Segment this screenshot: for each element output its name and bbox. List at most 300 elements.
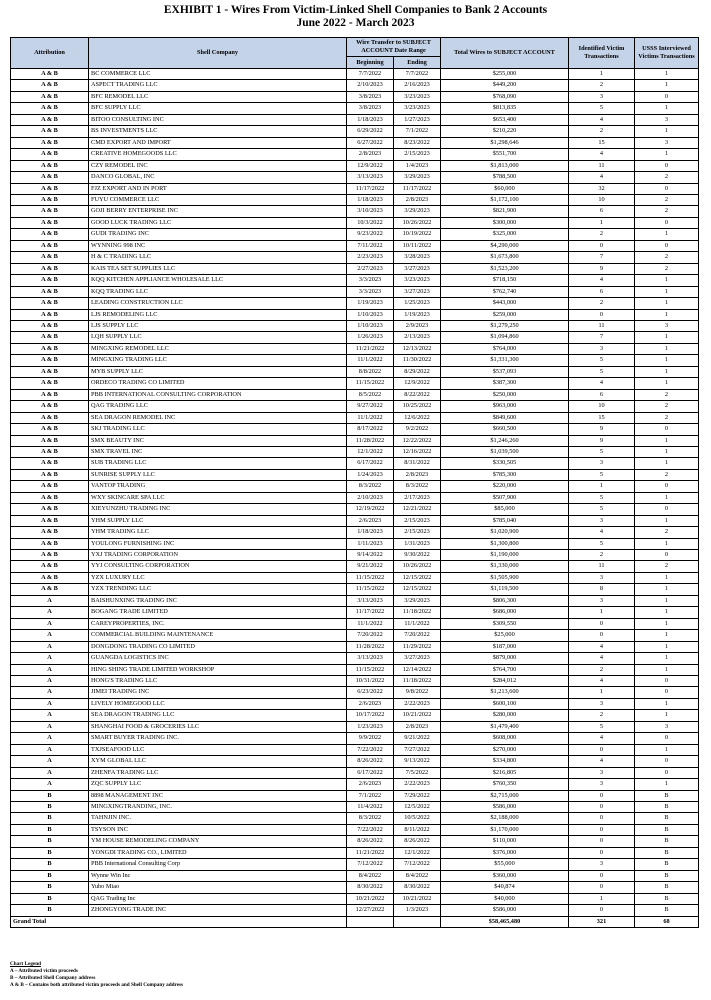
table-row	[11, 618, 699, 629]
beginning-date-cell: 1/26/2023	[347, 332, 394, 343]
shell-company-cell: FUYU COMMERCE LLC	[89, 194, 347, 205]
usss-interviewed-cell: B	[635, 824, 699, 835]
beginning-date-cell: 3/13/2023	[347, 172, 394, 183]
identified-victims-cell: 0	[569, 824, 635, 835]
table-row	[11, 905, 699, 916]
usss-interviewed-cell: B	[635, 802, 699, 813]
usss-interviewed-cell: 1	[635, 698, 699, 709]
table-row	[11, 469, 699, 480]
shell-company-cell: CREATIVE HOMEGOODS LLC	[89, 149, 347, 160]
shell-company-cell: CAREYPROPERTIES, INC.	[89, 618, 347, 629]
identified-victims-cell: 1	[569, 69, 635, 80]
identified-victims-cell: 3	[569, 698, 635, 709]
usss-interviewed-cell: 2	[635, 252, 699, 263]
attribution-cell: A & B	[11, 309, 89, 320]
table-row	[11, 183, 699, 194]
attribution-cell: A & B	[11, 538, 89, 549]
shell-company-cell: PBB INTERNATIONAL CONSULTING CORPORATION	[89, 389, 347, 400]
table-row	[11, 847, 699, 858]
header-date-range: Wire Transfer to SUBJECT ACCOUNT Date Range	[347, 38, 441, 57]
wires-table	[10, 37, 699, 928]
total-wires-cell: $2,715,000	[441, 790, 569, 801]
ending-date-cell: 11/18/2022	[394, 607, 441, 618]
beginning-date-cell: 1/18/2023	[347, 114, 394, 125]
shell-company-cell: SEA DRAGON REMODEL INC	[89, 412, 347, 423]
ending-date-cell: 11/1/2022	[394, 618, 441, 629]
usss-interviewed-cell: B	[635, 790, 699, 801]
attribution-cell: A & B	[11, 217, 89, 228]
usss-interviewed-cell: 1	[635, 69, 699, 80]
usss-interviewed-cell: 0	[635, 240, 699, 251]
beginning-date-cell: 8/4/2022	[347, 870, 394, 881]
beginning-date-cell: 12/27/2022	[347, 905, 394, 916]
attribution-cell: A & B	[11, 263, 89, 274]
ending-date-cell: 1/4/2023	[394, 160, 441, 171]
ending-date-cell: 11/30/2022	[394, 355, 441, 366]
total-wires-cell: $760,350	[441, 779, 569, 790]
beginning-date-cell: 10/31/2022	[347, 676, 394, 687]
identified-victims-cell: 15	[569, 137, 635, 148]
shell-company-cell: KAIS TEA SET SUPPLIES LLC	[89, 263, 347, 274]
beginning-date-cell: 6/29/2022	[347, 126, 394, 137]
total-wires-cell: $849,600	[441, 412, 569, 423]
table-row	[11, 206, 699, 217]
identified-victims-cell: 9	[569, 435, 635, 446]
total-wires-cell: $2,188,000	[441, 813, 569, 824]
table-row	[11, 320, 699, 331]
shell-company-cell: YHM TRADING LLC	[89, 527, 347, 538]
shell-company-cell: CZY REMODEL INC	[89, 160, 347, 171]
table-row	[11, 492, 699, 503]
attribution-cell: A & B	[11, 469, 89, 480]
identified-victims-cell: 0	[569, 813, 635, 824]
identified-victims-cell: 11	[569, 561, 635, 572]
attribution-cell: A & B	[11, 378, 89, 389]
identified-victims-cell: 3	[569, 572, 635, 583]
shell-company-cell: ZHENFA TRADING LLC	[89, 767, 347, 778]
ending-date-cell: 10/25/2022	[394, 401, 441, 412]
attribution-cell: A & B	[11, 332, 89, 343]
shell-company-cell: XIEYUNZHU TRADING INC	[89, 504, 347, 515]
identified-victims-cell: 0	[569, 802, 635, 813]
total-wires-cell: $1,190,000	[441, 550, 569, 561]
identified-victims-cell: 5	[569, 492, 635, 503]
total-wires-cell: $764,000	[441, 343, 569, 354]
table-row	[11, 286, 699, 297]
beginning-date-cell: 7/1/2022	[347, 790, 394, 801]
header-total-wires: Total Wires to SUBJECT ACCOUNT	[441, 38, 569, 69]
table-row	[11, 572, 699, 583]
identified-victims-cell: 3	[569, 767, 635, 778]
attribution-cell: A & B	[11, 446, 89, 457]
total-wires-cell: $507,900	[441, 492, 569, 503]
table-row	[11, 653, 699, 664]
header-identified-victims: Identified Victim Transactions	[569, 38, 635, 69]
ending-date-cell: 3/29/2023	[394, 172, 441, 183]
total-wires-cell: $443,000	[441, 298, 569, 309]
ending-date-cell: 12/15/2022	[394, 584, 441, 595]
table-row	[11, 137, 699, 148]
usss-interviewed-cell: B	[635, 813, 699, 824]
shell-company-cell: YHM SUPPLY LLC	[89, 515, 347, 526]
usss-interviewed-cell: 1	[635, 607, 699, 618]
attribution-cell: A & B	[11, 240, 89, 251]
identified-victims-cell: 3	[569, 343, 635, 354]
identified-victims-cell: 6	[569, 206, 635, 217]
shell-company-cell: YM HOUSE REMODELING COMPANY	[89, 836, 347, 847]
identified-victims-cell: 0	[569, 790, 635, 801]
usss-interviewed-cell: 0	[635, 91, 699, 102]
shell-company-cell: GUANGDA LOGISTICS INC	[89, 653, 347, 664]
attribution-cell: A & B	[11, 481, 89, 492]
identified-victims-cell: 3	[569, 515, 635, 526]
table-row	[11, 790, 699, 801]
ending-date-cell: 2/8/2023	[394, 721, 441, 732]
beginning-date-cell: 3/3/2023	[347, 286, 394, 297]
usss-interviewed-cell: 2	[635, 561, 699, 572]
grand-total-victims: 321	[569, 916, 635, 927]
usss-interviewed-cell: 1	[635, 779, 699, 790]
identified-victims-cell: 3	[569, 595, 635, 606]
table-row	[11, 160, 699, 171]
identified-victims-cell: 4	[569, 114, 635, 125]
beginning-date-cell: 2/27/2023	[347, 263, 394, 274]
usss-interviewed-cell: 1	[635, 618, 699, 629]
shell-company-cell: SMX BEAUTY INC	[89, 435, 347, 446]
attribution-cell: A	[11, 733, 89, 744]
shell-company-cell: SMART BUYER TRADING INC.	[89, 733, 347, 744]
ending-date-cell: 11/17/2022	[394, 183, 441, 194]
beginning-date-cell: 7/7/2022	[347, 69, 394, 80]
ending-date-cell: 3/29/2023	[394, 206, 441, 217]
beginning-date-cell: 9/21/2022	[347, 561, 394, 572]
total-wires-cell: $284,012	[441, 676, 569, 687]
identified-victims-cell: 4	[569, 756, 635, 767]
usss-interviewed-cell: 1	[635, 126, 699, 137]
ending-date-cell: 7/5/2022	[394, 767, 441, 778]
table-row	[11, 114, 699, 125]
ending-date-cell: 3/23/2023	[394, 91, 441, 102]
identified-victims-cell: 0	[569, 240, 635, 251]
beginning-date-cell: 8/3/2022	[347, 813, 394, 824]
ending-date-cell: 8/29/2022	[394, 366, 441, 377]
identified-victims-cell: 4	[569, 653, 635, 664]
identified-victims-cell: 2	[569, 298, 635, 309]
table-row	[11, 607, 699, 618]
beginning-date-cell: 7/20/2022	[347, 630, 394, 641]
shell-company-cell: YZX TRENDING LLC	[89, 584, 347, 595]
ending-date-cell: 8/31/2022	[394, 458, 441, 469]
attribution-cell: B	[11, 870, 89, 881]
attribution-cell: A	[11, 618, 89, 629]
total-wires-cell: $537,093	[441, 366, 569, 377]
identified-victims-cell: 0	[569, 882, 635, 893]
ending-date-cell: 2/8/2023	[394, 469, 441, 480]
table-row	[11, 298, 699, 309]
ending-date-cell: 1/3/2023	[394, 905, 441, 916]
header-attribution: Attribution	[11, 38, 89, 69]
ending-date-cell: 2/16/2023	[394, 80, 441, 91]
table-row	[11, 103, 699, 114]
identified-victims-cell: 10	[569, 194, 635, 205]
table-row	[11, 859, 699, 870]
attribution-cell: B	[11, 813, 89, 824]
legend-title: Chart Legend	[10, 961, 41, 967]
total-wires-cell: $1,020,900	[441, 527, 569, 538]
total-wires-cell: $551,700	[441, 149, 569, 160]
identified-victims-cell: 7	[569, 252, 635, 263]
attribution-cell: A & B	[11, 515, 89, 526]
beginning-date-cell: 11/28/2022	[347, 641, 394, 652]
usss-interviewed-cell: 0	[635, 160, 699, 171]
table-row	[11, 538, 699, 549]
table-row	[11, 721, 699, 732]
identified-victims-cell: 6	[569, 286, 635, 297]
identified-victims-cell: 1	[569, 217, 635, 228]
grand-total-blank-end	[394, 916, 441, 927]
beginning-date-cell: 11/4/2022	[347, 802, 394, 813]
total-wires-cell: $660,500	[441, 424, 569, 435]
ending-date-cell: 8/22/2022	[394, 389, 441, 400]
attribution-cell: A	[11, 687, 89, 698]
grand-total-usss: 68	[635, 916, 699, 927]
usss-interviewed-cell: 0	[635, 504, 699, 515]
total-wires-cell: $1,331,300	[441, 355, 569, 366]
beginning-date-cell: 11/21/2022	[347, 847, 394, 858]
total-wires-cell: $4,290,000	[441, 240, 569, 251]
beginning-date-cell: 7/11/2022	[347, 240, 394, 251]
identified-victims-cell: 3	[569, 779, 635, 790]
total-wires-cell: $785,300	[441, 469, 569, 480]
usss-interviewed-cell: B	[635, 859, 699, 870]
identified-victims-cell: 3	[569, 91, 635, 102]
identified-victims-cell: 4	[569, 149, 635, 160]
shell-company-cell: COMMERCIAL BUILDING MAINTENANCE	[89, 630, 347, 641]
beginning-date-cell: 3/13/2023	[347, 595, 394, 606]
beginning-date-cell: 3/13/2023	[347, 653, 394, 664]
attribution-cell: A & B	[11, 343, 89, 354]
shell-company-cell: BFC REMODEL LLC	[89, 91, 347, 102]
ending-date-cell: 12/13/2022	[394, 343, 441, 354]
shell-company-cell: YZX LUXURY LLC	[89, 572, 347, 583]
beginning-date-cell: 6/27/2022	[347, 137, 394, 148]
total-wires-cell: $768,090	[441, 91, 569, 102]
attribution-cell: A	[11, 779, 89, 790]
ending-date-cell: 8/23/2022	[394, 137, 441, 148]
beginning-date-cell: 8/26/2022	[347, 756, 394, 767]
usss-interviewed-cell: 1	[635, 446, 699, 457]
ending-date-cell: 3/27/2023	[394, 263, 441, 274]
attribution-cell: A	[11, 767, 89, 778]
identified-victims-cell: 4	[569, 733, 635, 744]
ending-date-cell: 12/5/2022	[394, 802, 441, 813]
total-wires-cell: $600,100	[441, 698, 569, 709]
attribution-cell: A	[11, 630, 89, 641]
attribution-cell: A & B	[11, 252, 89, 263]
usss-interviewed-cell: 1	[635, 664, 699, 675]
total-wires-cell: $1,479,400	[441, 721, 569, 732]
total-wires-cell: $764,700	[441, 664, 569, 675]
total-wires-cell: $270,000	[441, 744, 569, 755]
table-row	[11, 767, 699, 778]
shell-company-cell: SHANGHAI FOOD & GROCERIES LLC	[89, 721, 347, 732]
beginning-date-cell: 7/22/2022	[347, 824, 394, 835]
table-row	[11, 870, 699, 881]
identified-victims-cell: 4	[569, 172, 635, 183]
shell-company-cell: HING SHING TRADE LIMITED WORKSHOP	[89, 664, 347, 675]
attribution-cell: A & B	[11, 80, 89, 91]
ending-date-cell: 3/23/2023	[394, 275, 441, 286]
ending-date-cell: 10/26/2022	[394, 561, 441, 572]
table-row	[11, 126, 699, 137]
shell-company-cell: BAISHUNXING TRADING INC	[89, 595, 347, 606]
table-row	[11, 263, 699, 274]
attribution-cell: A & B	[11, 114, 89, 125]
total-wires-cell: $1,298,646	[441, 137, 569, 148]
attribution-cell: B	[11, 882, 89, 893]
table-row	[11, 217, 699, 228]
usss-interviewed-cell: 1	[635, 355, 699, 366]
total-wires-cell: $55,000	[441, 859, 569, 870]
total-wires-cell: $718,150	[441, 275, 569, 286]
beginning-date-cell: 8/30/2022	[347, 882, 394, 893]
attribution-cell: A & B	[11, 149, 89, 160]
usss-interviewed-cell: 0	[635, 481, 699, 492]
beginning-date-cell: 1/18/2023	[347, 194, 394, 205]
attribution-cell: A & B	[11, 561, 89, 572]
ending-date-cell: 3/27/2023	[394, 653, 441, 664]
grand-total-label: Grand Total	[11, 916, 347, 927]
ending-date-cell: 7/27/2022	[394, 744, 441, 755]
shell-company-cell: BOGANG TRADE LIMITED	[89, 607, 347, 618]
ending-date-cell: 3/28/2023	[394, 252, 441, 263]
shell-company-cell: LJS REMODELING LLC	[89, 309, 347, 320]
table-row	[11, 435, 699, 446]
usss-interviewed-cell: 0	[635, 756, 699, 767]
total-wires-cell: $250,000	[441, 389, 569, 400]
identified-victims-cell: 4	[569, 676, 635, 687]
usss-interviewed-cell: B	[635, 847, 699, 858]
identified-victims-cell: 0	[569, 309, 635, 320]
attribution-cell: A & B	[11, 206, 89, 217]
beginning-date-cell: 2/8/2023	[347, 149, 394, 160]
attribution-cell: A & B	[11, 355, 89, 366]
shell-company-cell: Wynne Win Inc	[89, 870, 347, 881]
shell-company-cell: MINGXING REMODEL LLC	[89, 343, 347, 354]
beginning-date-cell: 1/18/2023	[347, 527, 394, 538]
shell-company-cell: WYNNING 998 INC	[89, 240, 347, 251]
table-row	[11, 744, 699, 755]
ending-date-cell: 8/30/2022	[394, 882, 441, 893]
ending-date-cell: 10/11/2022	[394, 240, 441, 251]
shell-company-cell: YXJ TRADING CORPORATION	[89, 550, 347, 561]
attribution-cell: A & B	[11, 126, 89, 137]
table-row	[11, 824, 699, 835]
table-row	[11, 641, 699, 652]
beginning-date-cell: 11/17/2022	[347, 607, 394, 618]
ending-date-cell: 7/7/2022	[394, 69, 441, 80]
header-usss-interviewed: USSS Interviewed Victims Transactions	[635, 38, 699, 69]
total-wires-cell: $806,300	[441, 595, 569, 606]
beginning-date-cell: 6/17/2022	[347, 767, 394, 778]
grand-total-blank-begin	[347, 916, 394, 927]
ending-date-cell: 8/26/2022	[394, 836, 441, 847]
shell-company-cell: ZQC SUPPLY LLC	[89, 779, 347, 790]
attribution-cell: A & B	[11, 550, 89, 561]
usss-interviewed-cell: 2	[635, 389, 699, 400]
identified-victims-cell: 5	[569, 446, 635, 457]
attribution-cell: A & B	[11, 183, 89, 194]
attribution-cell: A	[11, 653, 89, 664]
shell-company-cell: SKJ TRADING LLC	[89, 424, 347, 435]
table-row	[11, 882, 699, 893]
shell-company-cell: MINGXING TRADING LLC	[89, 355, 347, 366]
total-wires-cell: $788,500	[441, 172, 569, 183]
identified-victims-cell: 1	[569, 893, 635, 904]
table-row	[11, 481, 699, 492]
ending-date-cell: 12/9/2022	[394, 378, 441, 389]
table-row	[11, 378, 699, 389]
beginning-date-cell: 11/15/2022	[347, 584, 394, 595]
ending-date-cell: 2/15/2023	[394, 149, 441, 160]
beginning-date-cell: 3/10/2023	[347, 206, 394, 217]
table-row	[11, 756, 699, 767]
identified-victims-cell: 2	[569, 550, 635, 561]
identified-victims-cell: 4	[569, 641, 635, 652]
exhibit-title-block	[0, 4, 711, 29]
ending-date-cell: 9/2/2022	[394, 424, 441, 435]
usss-interviewed-cell: 1	[635, 332, 699, 343]
usss-interviewed-cell: 2	[635, 401, 699, 412]
identified-victims-cell: 5	[569, 504, 635, 515]
total-wires-cell: $330,505	[441, 458, 569, 469]
attribution-cell: A	[11, 641, 89, 652]
beginning-date-cell: 11/21/2022	[347, 343, 394, 354]
total-wires-cell: $334,800	[441, 756, 569, 767]
attribution-cell: A & B	[11, 492, 89, 503]
ending-date-cell: 10/5/2022	[394, 813, 441, 824]
total-wires-cell: $300,000	[441, 217, 569, 228]
chart-legend	[10, 961, 700, 989]
usss-interviewed-cell: B	[635, 870, 699, 881]
attribution-cell: B	[11, 905, 89, 916]
attribution-cell: A	[11, 595, 89, 606]
usss-interviewed-cell: 2	[635, 172, 699, 183]
total-wires-cell: $387,300	[441, 378, 569, 389]
usss-interviewed-cell: 1	[635, 378, 699, 389]
usss-interviewed-cell: 1	[635, 572, 699, 583]
attribution-cell: A	[11, 756, 89, 767]
identified-victims-cell: 4	[569, 275, 635, 286]
beginning-date-cell: 12/9/2022	[347, 160, 394, 171]
table-row	[11, 412, 699, 423]
beginning-date-cell: 2/10/2023	[347, 80, 394, 91]
usss-interviewed-cell: 2	[635, 469, 699, 480]
shell-company-cell: DANCO GLOBAL, INC	[89, 172, 347, 183]
usss-interviewed-cell: B	[635, 882, 699, 893]
header-beginning: Beginning	[347, 57, 394, 69]
ending-date-cell: 11/29/2022	[394, 641, 441, 652]
beginning-date-cell: 9/9/2022	[347, 733, 394, 744]
total-wires-cell: $449,200	[441, 80, 569, 91]
ending-date-cell: 9/13/2022	[394, 756, 441, 767]
usss-interviewed-cell: 1	[635, 286, 699, 297]
beginning-date-cell: 3/8/2023	[347, 91, 394, 102]
identified-victims-cell: 4	[569, 527, 635, 538]
usss-interviewed-cell: 1	[635, 80, 699, 91]
shell-company-cell: VANTOP TRADING	[89, 481, 347, 492]
usss-interviewed-cell: 1	[635, 229, 699, 240]
